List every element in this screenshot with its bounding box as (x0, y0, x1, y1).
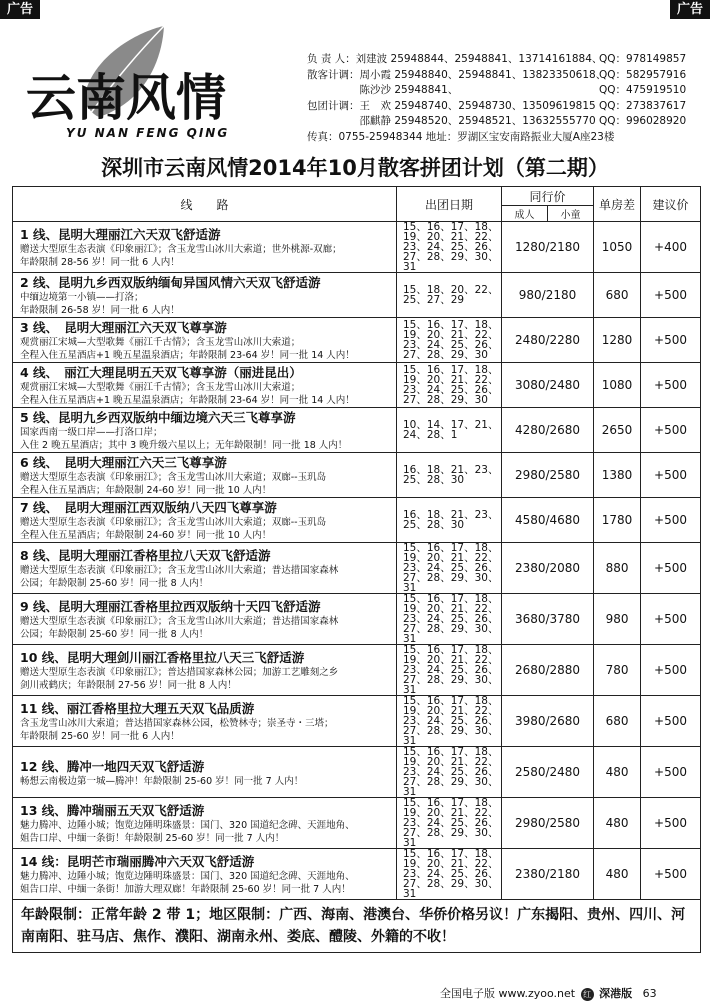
header-adult: 成人 (502, 206, 548, 222)
route-title: 6 线、 昆明大理丽江六天三飞尊享游 (20, 455, 227, 470)
route-title: 3 线、 昆明大理丽江六天双飞尊享游 (20, 320, 227, 335)
contact-text: 散客计调：周小霞 25948840、25948841、13823350618、 (307, 68, 607, 81)
table-row (13, 453, 701, 498)
route-description: 魅力腾冲、边陲小城；饱览边陲明珠盛景：国门、320 国道纪念碑、天涯地角、 (20, 871, 355, 882)
peer-price: 2980/2580 (502, 453, 594, 498)
table-row (13, 363, 701, 408)
header-advice: 建议价 (641, 187, 701, 222)
table-row (13, 747, 701, 798)
contact-info (307, 52, 707, 145)
route-title: 10 线、昆明大理剑川丽江香格里拉八天三飞舒适游 (20, 650, 305, 665)
departure-dates: 15、16、17、18、19、20、21、22、23、24、25、26、27、28、29、30、31 (397, 543, 502, 594)
peer-price: 980/2180 (502, 273, 594, 318)
route-description: 入住 2 晚五星酒店；其中 3 晚升级六星以上；无年龄限制！同一批 18 人内！ (20, 440, 348, 451)
logo-pinyin: YU NAN FENG QING (66, 126, 230, 140)
contact-text: 包团计调：王 欢 25948740、25948730、13509619815 (307, 99, 596, 112)
route-cell (13, 363, 397, 408)
departure-dates: 16、18、21、23、25、28、30 (397, 453, 502, 498)
suggested-markup: +500 (641, 645, 701, 696)
footer-site: 全国电子版 www.zyoo.net (440, 987, 576, 1000)
suggested-markup: +500 (641, 849, 701, 900)
route-title: 8 线、昆明大理丽江香格里拉八天双飞舒适游 (20, 548, 271, 563)
contact-qq: QQ：582957916 (599, 68, 687, 81)
single-room-supplement: 480 (594, 849, 641, 900)
peer-price: 1280/2180 (502, 222, 594, 273)
single-room-supplement: 480 (594, 798, 641, 849)
ad-label-right: 广告 (670, 0, 710, 19)
departure-dates: 15、16、17、18、19、20、21、22、23、24、25、26、27、28、29、30、31 (397, 594, 502, 645)
route-title: 11 线、丽江香格里拉大理五天双飞品质游 (20, 701, 255, 716)
contact-row (307, 68, 707, 84)
peer-price: 3980/2680 (502, 696, 594, 747)
suggested-markup: +500 (641, 594, 701, 645)
route-description: 观赏丽江宋城—大型歌舞《丽江千古情》；含玉龙雪山冰川大索道； (20, 337, 301, 348)
route-cell (13, 645, 397, 696)
route-title: 7 线、 昆明大理丽江西双版纳八天四飞尊享游 (20, 500, 277, 515)
route-description: 魅力腾冲、边陲小城；饱览边陲明珠盛景：国门、320 国道纪念碑、天涯地角、 (20, 820, 355, 831)
departure-dates: 15、16、17、18、19、20、21、22、23、24、25、26、27、28、29、30、31 (397, 645, 502, 696)
route-description: 观赏丽江宋城—大型歌舞《丽江千古情》；含玉龙雪山冰川大索道； (20, 382, 301, 393)
route-cell (13, 408, 397, 453)
route-description: 赠送大型原生态表演《印象丽江》；含玉龙雪山冰川大索道；普达措国家森林 (20, 616, 339, 627)
header-child: 小童 (548, 206, 594, 222)
route-cell (13, 594, 397, 645)
route-description: 国家西南一级口岸——打洛口岸； (20, 427, 163, 438)
route-description: 中缅边境第一小镇——打洛； (20, 292, 144, 303)
suggested-markup: +500 (641, 696, 701, 747)
route-description: 全程入住五星酒店+1 晚五星温泉酒店；年龄限制 23-64 岁！同一批 14 人内！ (20, 350, 355, 361)
contact-row (307, 114, 707, 130)
contact-text: 邵麒静 25948520、25948521、13632555770 (307, 115, 596, 127)
single-room-supplement: 2650 (594, 408, 641, 453)
route-description: 赠送大型原生态表演《印象丽江》；普达措国家森林公园；加游工艺雕刻之乡 (20, 667, 339, 678)
suggested-markup: +500 (641, 798, 701, 849)
table-row (13, 543, 701, 594)
departure-dates: 15、16、17、18、19、20、21、22、23、24、25、26、27、28、29、30、31 (397, 798, 502, 849)
header-single: 单房差 (594, 187, 641, 222)
table-row (13, 594, 701, 645)
route-cell (13, 543, 397, 594)
route-cell (13, 498, 397, 543)
suggested-markup: +500 (641, 543, 701, 594)
route-description: 赠送大型原生态表演《印象丽江》；含玉龙雪山冰川大索道；双廊--玉玑岛 (20, 517, 327, 528)
table-row (13, 318, 701, 363)
peer-price: 2680/2880 (502, 645, 594, 696)
route-description: 赠送大型原生态表演《印象丽江》；含玉龙雪山冰川大索道；世外桃源-双廊； (20, 244, 342, 255)
route-cell (13, 696, 397, 747)
page-title: 深圳市云南风情2014年10月散客拼团计划（第二期） (101, 156, 609, 180)
suggested-markup: +500 (641, 408, 701, 453)
table-row (13, 273, 701, 318)
route-description: 畅想云南极边第一城—腾冲！年龄限制 25-60 岁！同一批 7 人内！ (20, 775, 304, 787)
route-cell (13, 318, 397, 363)
suggested-markup: +500 (641, 453, 701, 498)
table-row (13, 498, 701, 543)
peer-price: 2380/2180 (502, 849, 594, 900)
route-description: 公园；年龄限制 25-60 岁！同一批 8 人内！ (20, 578, 209, 589)
route-cell (13, 747, 397, 798)
route-cell (13, 849, 397, 900)
contact-text: 负 责 人：刘建波 25948844、25948841、13714161884、 (307, 53, 603, 65)
contact-qq: QQ：978149857 (599, 53, 687, 65)
logo-text: 云南风情 (26, 68, 226, 127)
route-title: 5 线、昆明九乡西双版纳中缅边境六天三飞尊享游 (20, 410, 296, 425)
contact-row (307, 52, 707, 68)
suggested-markup: +500 (641, 318, 701, 363)
contact-qq: QQ：475919510 (599, 84, 687, 96)
route-description: 赠送大型原生态表演《印象丽江》；含玉龙雪山冰川大索道；双廊--玉玑岛 (20, 472, 327, 483)
red-badge-icon: 红 (581, 988, 594, 1001)
route-title: 4 线、 丽江大理昆明五天双飞尊享游（丽进昆出） (20, 365, 302, 380)
departure-dates: 15、16、17、18、19、20、21、22、23、24、25、26、27、28、29、30、31 (397, 696, 502, 747)
route-description: 全程入住五星酒店；年龄限制 24-60 岁！同一批 10 人内！ (20, 485, 272, 496)
route-cell (13, 798, 397, 849)
single-room-supplement: 1780 (594, 498, 641, 543)
route-title: 2 线、昆明九乡西双版纳缅甸异国风情六天双飞舒适游 (20, 275, 321, 290)
route-title: 14 线：昆明芒市瑞丽腾冲六天双飞舒适游 (20, 854, 255, 869)
departure-dates: 15、16、17、18、19、20、21、22、23、24、25、26、27、28、29、30 (397, 318, 502, 363)
departure-dates: 15、16、17、18、19、20、21、22、23、24、25、26、27、28、29、30 (397, 363, 502, 408)
single-room-supplement: 480 (594, 747, 641, 798)
peer-price: 3080/2480 (502, 363, 594, 408)
suggested-markup: +500 (641, 363, 701, 408)
route-description: 姐告口岸、中缅一条街！年龄限制 25-60 岁！同一批 7 人内！ (20, 833, 285, 844)
header-price: 同行价 (502, 187, 594, 206)
table-row (13, 696, 701, 747)
single-room-supplement: 1280 (594, 318, 641, 363)
table-row (13, 408, 701, 453)
route-cell (13, 273, 397, 318)
departure-dates: 15、16、17、18、19、20、21、22、23、24、25、26、27、28、29、30、31 (397, 222, 502, 273)
single-room-supplement: 680 (594, 273, 641, 318)
peer-price: 2480/2280 (502, 318, 594, 363)
departure-dates: 15、18、20、22、25、27、29 (397, 273, 502, 318)
peer-price: 2380/2080 (502, 543, 594, 594)
route-title: 9 线、昆明大理丽江香格里拉西双版纳十天四飞舒适游 (20, 599, 321, 614)
contact-row (307, 130, 707, 146)
route-description: 全程入住五星酒店；年龄限制 24-60 岁！同一批 10 人内！ (20, 530, 272, 541)
route-description: 含玉龙雪山冰川大索道；普达措国家森林公园，松赞林寺；崇圣寺・三塔； (20, 718, 334, 729)
contact-text: 陈沙沙 25948841、 (307, 84, 459, 96)
header-date: 出团日期 (397, 187, 502, 222)
peer-price: 3680/3780 (502, 594, 594, 645)
table-row (13, 849, 701, 900)
yunnan-fengqing-logo (14, 22, 299, 147)
ad-label-left: 广告 (0, 0, 40, 19)
header-route: 线 路 (13, 187, 397, 222)
single-room-supplement: 880 (594, 543, 641, 594)
page-number: 63 (642, 987, 657, 1000)
page-footer (0, 983, 710, 1000)
table-row (13, 645, 701, 696)
single-room-supplement: 1380 (594, 453, 641, 498)
route-cell (13, 222, 397, 273)
contact-qq: QQ：273837617 (599, 99, 687, 112)
route-description: 赠送大型原生态表演《印象丽江》；含玉龙雪山冰川大索道；普达措国家森林 (20, 565, 339, 576)
route-description: 年龄限制 26-58 岁！同一批 6 人内！ (20, 305, 180, 316)
peer-price: 2980/2580 (502, 798, 594, 849)
restriction-note: 年龄限制：正常年龄 2 带 1；地区限制：广西、海南、港澳台、华侨价格另议！广东揭阳、贵州、四川、河南南阳、驻马店、焦作、濮阳、湖南永州、娄底、醴陵、外籍的不收！ (13, 900, 701, 953)
single-room-supplement: 1050 (594, 222, 641, 273)
departure-dates: 10、14、17、21、24、28、1 (397, 408, 502, 453)
route-description: 姐告口岸、中缅一条街！加游大理双廊！年龄限制 25-60 岁！同一批 7 人内！ (20, 884, 351, 895)
peer-price: 2580/2480 (502, 747, 594, 798)
footer-edition: 深港版 (599, 987, 633, 1000)
contact-text: 传真：0755-25948344 地址：罗湖区宝安南路振业大厦A座23楼 (307, 130, 615, 143)
route-description: 年龄限制 25-60 岁！同一批 6 人内！ (20, 731, 180, 742)
table-row (13, 222, 701, 273)
contact-row (307, 83, 707, 99)
route-description: 剑川戒鹤庆；年龄限制 27-56 岁！同一批 8 人内！ (20, 680, 237, 691)
contact-row (307, 99, 707, 115)
route-title: 12 线、腾冲一地四天双飞舒适游 (20, 758, 205, 774)
single-room-supplement: 780 (594, 645, 641, 696)
single-room-supplement: 980 (594, 594, 641, 645)
route-description: 年龄限制 28-56 岁！同一批 6 人内！ (20, 257, 180, 268)
route-title: 1 线、昆明大理丽江六天双飞舒适游 (20, 227, 221, 242)
suggested-markup: +500 (641, 747, 701, 798)
tour-schedule-table (12, 186, 701, 953)
departure-dates: 15、16、17、18、19、20、21、22、23、24、25、26、27、28、29、30、31 (397, 747, 502, 798)
suggested-markup: +500 (641, 498, 701, 543)
route-title: 13 线、腾冲瑞丽五天双飞舒适游 (20, 803, 205, 818)
contact-qq: QQ：996028920 (599, 115, 687, 127)
departure-dates: 15、16、17、18、19、20、21、22、23、24、25、26、27、28、29、30、31 (397, 849, 502, 900)
single-room-supplement: 680 (594, 696, 641, 747)
route-description: 公园；年龄限制 25-60 岁！同一批 8 人内！ (20, 629, 209, 640)
departure-dates: 16、18、21、23、25、28、30 (397, 498, 502, 543)
single-room-supplement: 1080 (594, 363, 641, 408)
peer-price: 4280/2680 (502, 408, 594, 453)
table-row (13, 798, 701, 849)
route-cell (13, 453, 397, 498)
suggested-markup: +400 (641, 222, 701, 273)
peer-price: 4580/4680 (502, 498, 594, 543)
route-description: 全程入住五星酒店+1 晚五星温泉酒店；年龄限制 23-64 岁！同一批 14 人内！ (20, 395, 355, 406)
suggested-markup: +500 (641, 273, 701, 318)
